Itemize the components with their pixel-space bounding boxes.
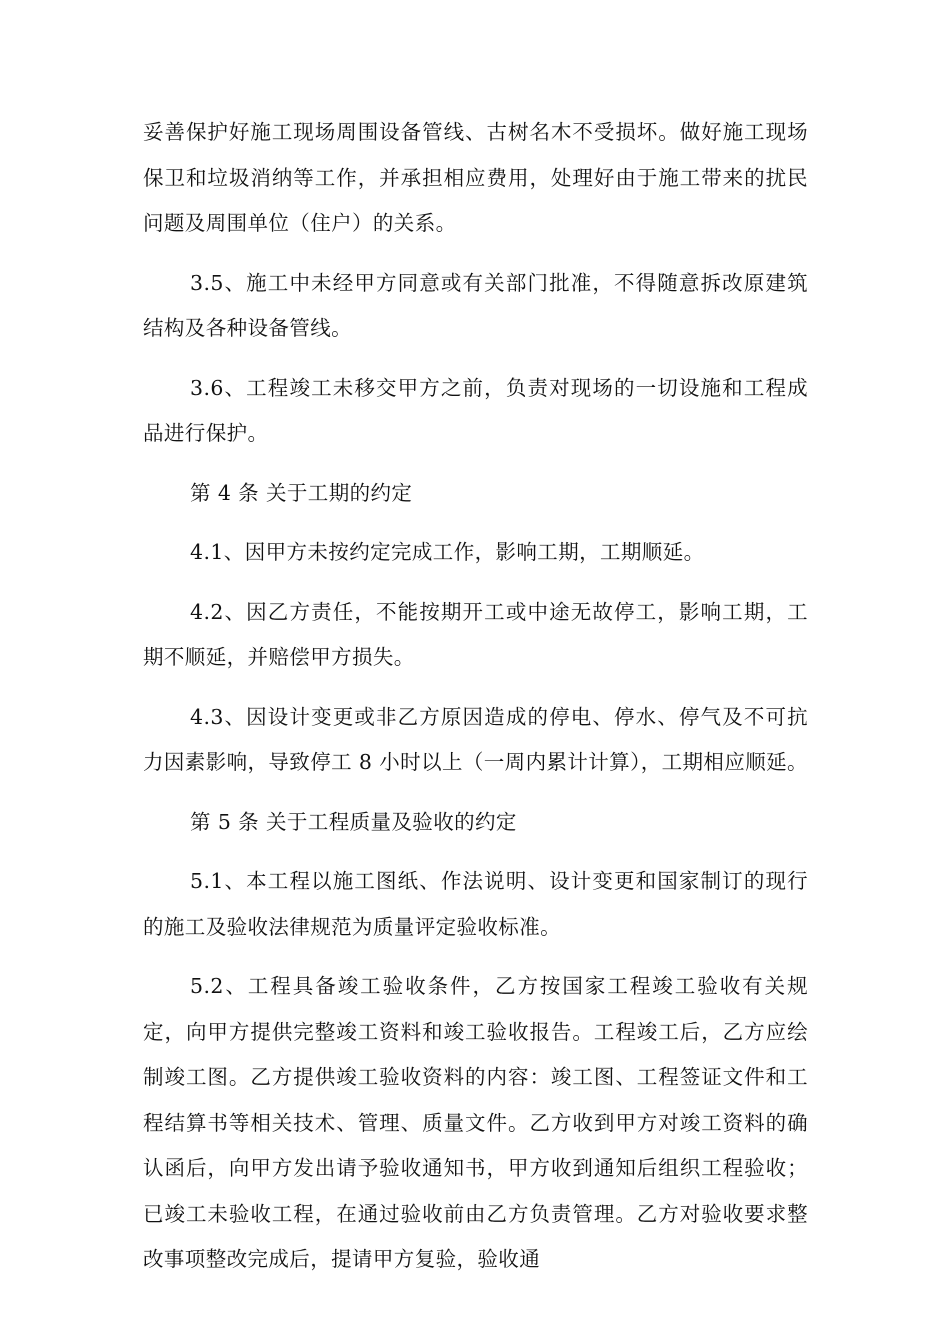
paragraph-clause-3-6: 3.6、工程竣工未移交甲方之前，负责对现场的一切设施和工程成品进行保护。 — [143, 375, 808, 445]
paragraph-clause-5-1: 5.1、本工程以施工图纸、作法说明、设计变更和国家制订的现行的施工及验收法律规范为质量评定验收标准。 — [143, 869, 808, 939]
section-heading-article-4: 第 4 条 关于工期的约定 — [190, 480, 413, 505]
paragraph-clause-4-1: 4.1、因甲方未按约定完成工作，影响工期，工期顺延。 — [190, 540, 705, 564]
paragraph-clause-3-5: 3.5、施工中未经甲方同意或有关部门批准，不得随意拆改原建筑结构及各种设备管线。 — [143, 270, 808, 340]
paragraph-site-protection: 妥善保护好施工现场周围设备管线、古树名木不受损坏。做好施工现场保卫和垃圾消纳等工作，并承担相应费用，处理好由于施工带来的扰民问题及周围单位（住户）的关系。 — [143, 120, 808, 235]
paragraph-clause-5-2: 5.2、工程具备竣工验收条件，乙方按国家工程竣工验收有关规定，向甲方提供完整竣工资料和竣工验收报告。工程竣工后，乙方应绘制竣工图。乙方提供竣工验收资料的内容：竣工图、工程签证文件和工程结算书等相关技术、管理、质量文件。乙方收到甲方对竣工资料的确认函后，向甲方发出请予验收通知书，甲方收到通知后组织工程验收；已竣工未验收工程，在通过验收前由乙方负责管理。乙方对验收要求整改事项整改完成后，提请甲方复验，验收通 — [143, 974, 808, 1271]
document-body — [143, 110, 808, 1297]
paragraph-clause-4-3: 4.3、因设计变更或非乙方原因造成的停电、停水、停气及不可抗力因素影响，导致停工 8 小时以上（一周内累计计算），工期相应顺延。 — [143, 704, 808, 774]
paragraph-clause-4-2: 4.2、因乙方责任，不能按期开工或中途无故停工，影响工期，工期不顺延，并赔偿甲方损失。 — [143, 599, 808, 669]
section-heading-article-5: 第 5 条 关于工程质量及验收的约定 — [190, 809, 517, 834]
